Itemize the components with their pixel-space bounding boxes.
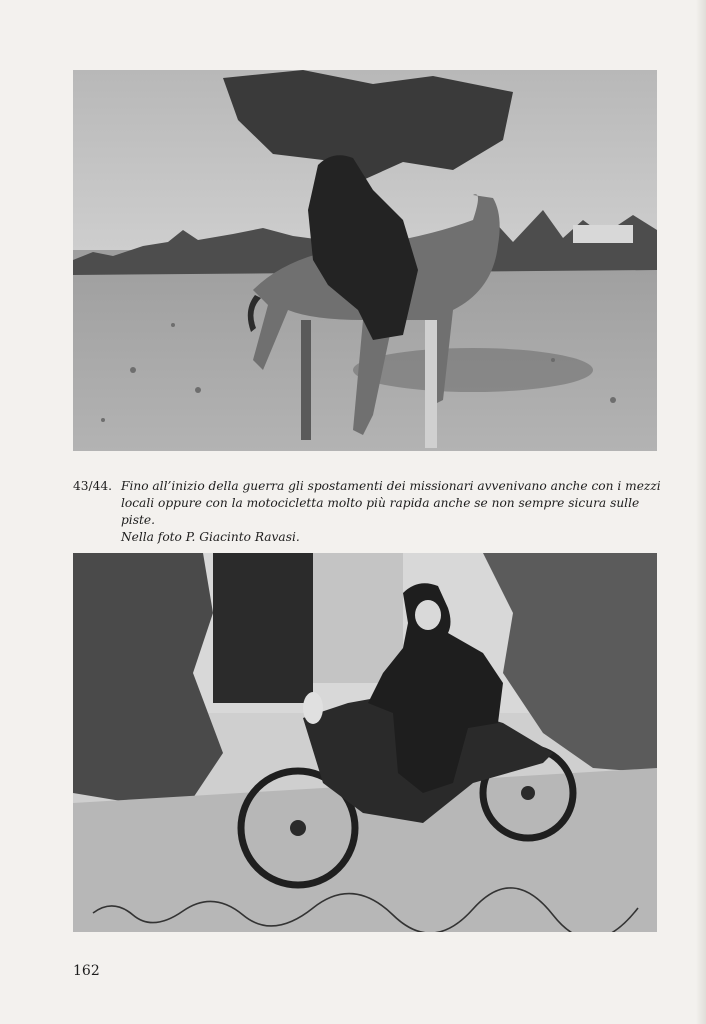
photo-caption xyxy=(73,478,663,546)
camel-rider-photo xyxy=(73,70,657,451)
motorcycle-rider-photo xyxy=(73,553,657,932)
page-number: 162 xyxy=(73,963,100,979)
caption-text xyxy=(121,478,663,546)
caption-line: locali oppure con la motocicletta molto più rapida anche se non sempre sicura sulle piste. xyxy=(121,496,640,527)
caption-line: Fino all’inizio della guerra gli spostamenti dei missionari avvenivano anche con i mezzi xyxy=(121,479,661,493)
caption-line: Nella foto P. Giacinto Ravasi. xyxy=(121,530,300,544)
caption-number: 43/44. xyxy=(73,479,112,493)
page-edge xyxy=(696,0,706,1024)
